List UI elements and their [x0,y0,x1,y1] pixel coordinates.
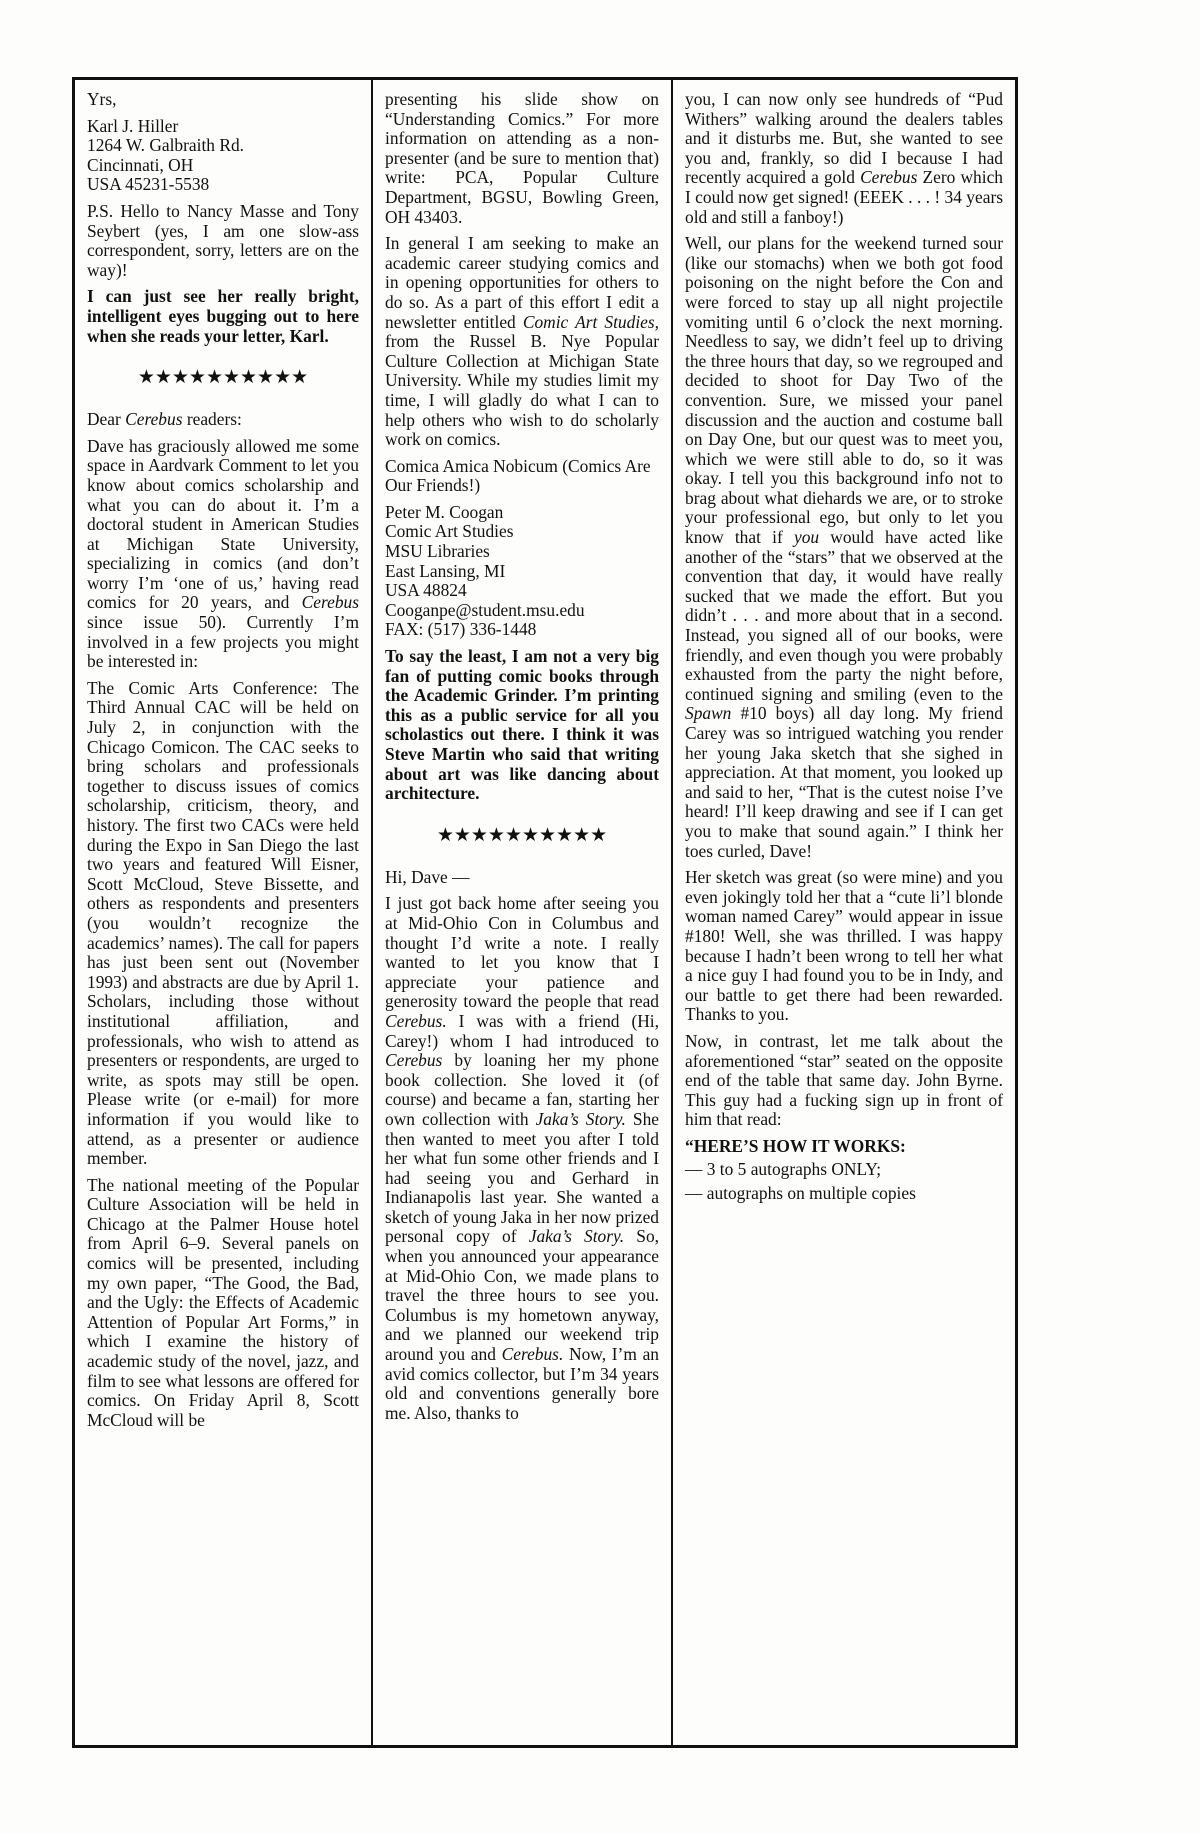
text-run: In general I am seeking to make an academic career studying comics and in opening opportunities for others to do so. As a part of this effort I edit a newsletter entitled [385,233,659,332]
address-line: East Lansing, MI [385,560,506,581]
paragraph: Comica Amica Nobicum (Comics Are Our Friends!) [385,455,651,496]
paragraph [685,90,1003,227]
address-line: 1264 W. Galbraith Rd. [87,135,244,156]
text-run: Dave has graciously allowed me some space in Aardvark Comment to let you know about comics scholarship and what you can do about it. I’m a doctoral student in American Studies at Michigan State University, specializing in comics (and don’t worry I’m ‘one of us,’ having read comics for 20 years, and [87,435,359,613]
paragraph: P.S. Hello to Nancy Masse and Tony Seybert (yes, I am one slow-ass correspondent, sorry, letters are on the way)! [87,200,359,280]
italic-title: Spawn [685,703,732,724]
text-run: #10 boys) all day long. My friend Carey was so intrigued watching you render her young Jaka sketch that she sighed in appreciation. At that moment, you looked up and said to her, “That is the cutest noise I’ve heard! I’ll keep drawing and see if I can get you to make that sound again.” I think her toes curled, Dave! [685,703,1003,861]
sign-heading: “HERE’S HOW IT WORKS: [685,1135,906,1156]
italic-title: Cerebus. [501,1344,564,1365]
italic-title: Cerebus [860,167,918,188]
italic-title: Jaka’s Story. [535,1108,626,1129]
letters-page-frame [72,77,1018,1748]
address-line: USA 48824 [385,580,467,601]
paragraph [385,234,659,450]
text-run: by loaning her my phone book collection. She loved it (of course) and became a fan, starting her own collection with [385,1050,659,1129]
italic-title: Jaka’s Story. [528,1226,625,1247]
paragraph [87,437,359,672]
paragraph [685,234,1003,861]
text-run: I just got back home after seeing you at Mid-Ohio Con in Columbus and thought I’d write a note. I really wanted to let you know that I appreciate your patience and generosity toward the people that read [385,893,659,1012]
paragraph: The national meeting of the Popular Culture Association will be held in Chicago at the Palmer House hotel from April 6–9. Several panels on comics will be presented, including my own paper, “The Good, the Bad, and the Ugly: the Effects of Academic Attention of Popular Art Forms,” in which I examine the history of academic study of the novel, jazz, and film to see what lessons are offered for comics. On Friday April 8, Scott McCloud will be [87,1174,359,1430]
column-left [75,80,373,1745]
text-run: you, I can now only see hundreds of “Pud Withers” walking around the dealers tables and it disturbs me. But, she wanted to see you and, frankly, so did I because I had recently acquired a gold [685,89,1003,188]
editor-response: I can just see her really bright, intelligent eyes bugging out to here when she reads your letter, Karl. [87,286,359,346]
paragraph: presenting his slide show on “Understanding Comics.” For more information on attending as a non-presenter (and be sure to mention that) write: PCA, Popular Culture Department, BGSU, Bowling Green, OH 43403. [385,89,659,227]
salutation [87,410,359,430]
text-run: Zero which I could now get signed! (EEEK . . . ! 34 years old and still a fanboy!) [685,167,1003,227]
italic-title: Comic Art Studies, [522,311,659,332]
address-line: FAX: (517) 336-1448 [385,619,537,640]
address-line: Peter M. Coogan [385,501,504,522]
column-right [673,80,1015,1745]
address-block [385,503,659,640]
star-divider: ★★★★★★★★★★ [436,823,608,846]
text-run: Now, I’m an avid comics collector, but I’m 34 years old and conventions generally bore me. Also, thanks to [385,1344,659,1423]
address-line: Karl J. Hiller [87,115,179,136]
sign-rule-item: — 3 to 5 autographs ONLY; [685,1159,882,1180]
text-run: I was with a friend (Hi, Carey!) whom I had introduced to [385,1010,659,1051]
address-block [87,117,359,195]
address-line: MSU Libraries [385,541,490,562]
star-divider: ★★★★★★★★★★ [137,366,309,389]
paragraph: Her sketch was great (so were mine) and you even jokingly told her that a “cute li’l blonde woman named Carey” would appear in issue #180! Well, she was thrilled. I was happy because I hadn’t been wrong to tell her what a nice guy I had found you to be in Indy, and our battle to get there had been rewarded. Thanks to you. [685,867,1003,1025]
address-line: Comic Art Studies [385,521,514,542]
greeting-line: Hi, Dave — [385,866,470,887]
italic-title: Cerebus. [385,1010,447,1031]
sign-rule-item: — autographs on multiple copies [685,1183,916,1204]
text-run: since issue 50). Currently I’m involved in a few projects you might be interested in: [87,612,359,672]
text-run: She then wanted to meet you after I told her what fun some other friends and I had seeing you and Gerhard in Indianapolis last year. She wanted a sketch of young Jaka in her now prized personal copy of [385,1108,660,1247]
italic-title: you [793,527,820,548]
paragraph [385,894,659,1423]
editor-response: To say the least, I am not a very big fan of putting comic books through the Academic Grinder. I’m printing this as a public service for all you scholastics out there. I think it was Steve Martin who said that writing about art was like dancing about architecture. [385,646,659,804]
column-middle [373,80,673,1745]
address-line: Cooganpe@student.msu.edu [385,599,585,620]
salutation-text: Dear [87,409,126,430]
address-line: Cincinnati, OH [87,154,194,175]
greeting-line: Yrs, [87,89,117,109]
salutation-text: readers: [182,409,242,430]
text-run: Well, our plans for the weekend turned sour (like our stomachs) when we both got food poisoning on the night before the Con and were forced to stay up all night projectile vomiting until 6 o’clock the next morning. Needless to say, we didn’t feel up to driving the three hours that day, so we regrouped and decided to shoot for Day Two of the convention. Sure, we missed your panel discussion and the auction and costume ball on Day One, but our quest was to meet you, which we were still able to do, so it was okay. I tell you this background info not to brag about what diehards we are, or to stroke your professional ego, but only to let you know that if [685,233,1003,548]
paragraph: The Comic Arts Conference: The Third Annual CAC will be held on July 2, in conjunction with the Chicago Comicon. The CAC seeks to bring scholars and professionals together to discuss issues of comics scholarship, criticism, theory, and history. The first two CACs were held during the Expo in San Diego the last two years and featured Will Eisner, Scott McCloud, Steve Bissette, and others as respondents and presenters (you wouldn’t recognize the academics’ names). The call for papers has just been sent out (November 1993) and abstracts are due by April 1. Scholars, including those without institutional affiliation, and professionals, who wish to attend as presenters or respondents, are urged to write, as spots may still be open. Please write (or e-mail) for more information if you would like to attend, as a presenter or audience member. [87,677,359,1169]
text-run: from the Russel B. Nye Popular Culture Collection at Michigan State University. While my studies limit my time, I will gladly do what I can to help others who wish to do scholarly work on comics. [385,331,659,450]
text-run: would have acted like another of the “stars” that we observed at the convention that day, it would have really sucked that we made the effort. But you didn’t . . . and more about that in a second. Instead, you signed all of our books, were friendly, and even though you were probably exhausted from the party the night before, continued signing and smiling (even to the [685,527,1003,704]
address-line: USA 45231-5538 [87,174,210,195]
text-run: So, when you announced your appearance at Mid-Ohio Con, we made plans to travel the three hours to see you. Columbus is my hometown anyway, and we planned our weekend trip around you and [385,1226,660,1365]
title-italic: Cerebus [125,409,183,430]
paragraph: Now, in contrast, let me talk about the aforementioned “star” seated on the opposite end of the table that same day. John Byrne. This guy had a fucking sign up in front of him that read: [685,1030,1003,1130]
italic-title: Cerebus [301,592,359,613]
italic-title: Cerebus [385,1050,443,1071]
